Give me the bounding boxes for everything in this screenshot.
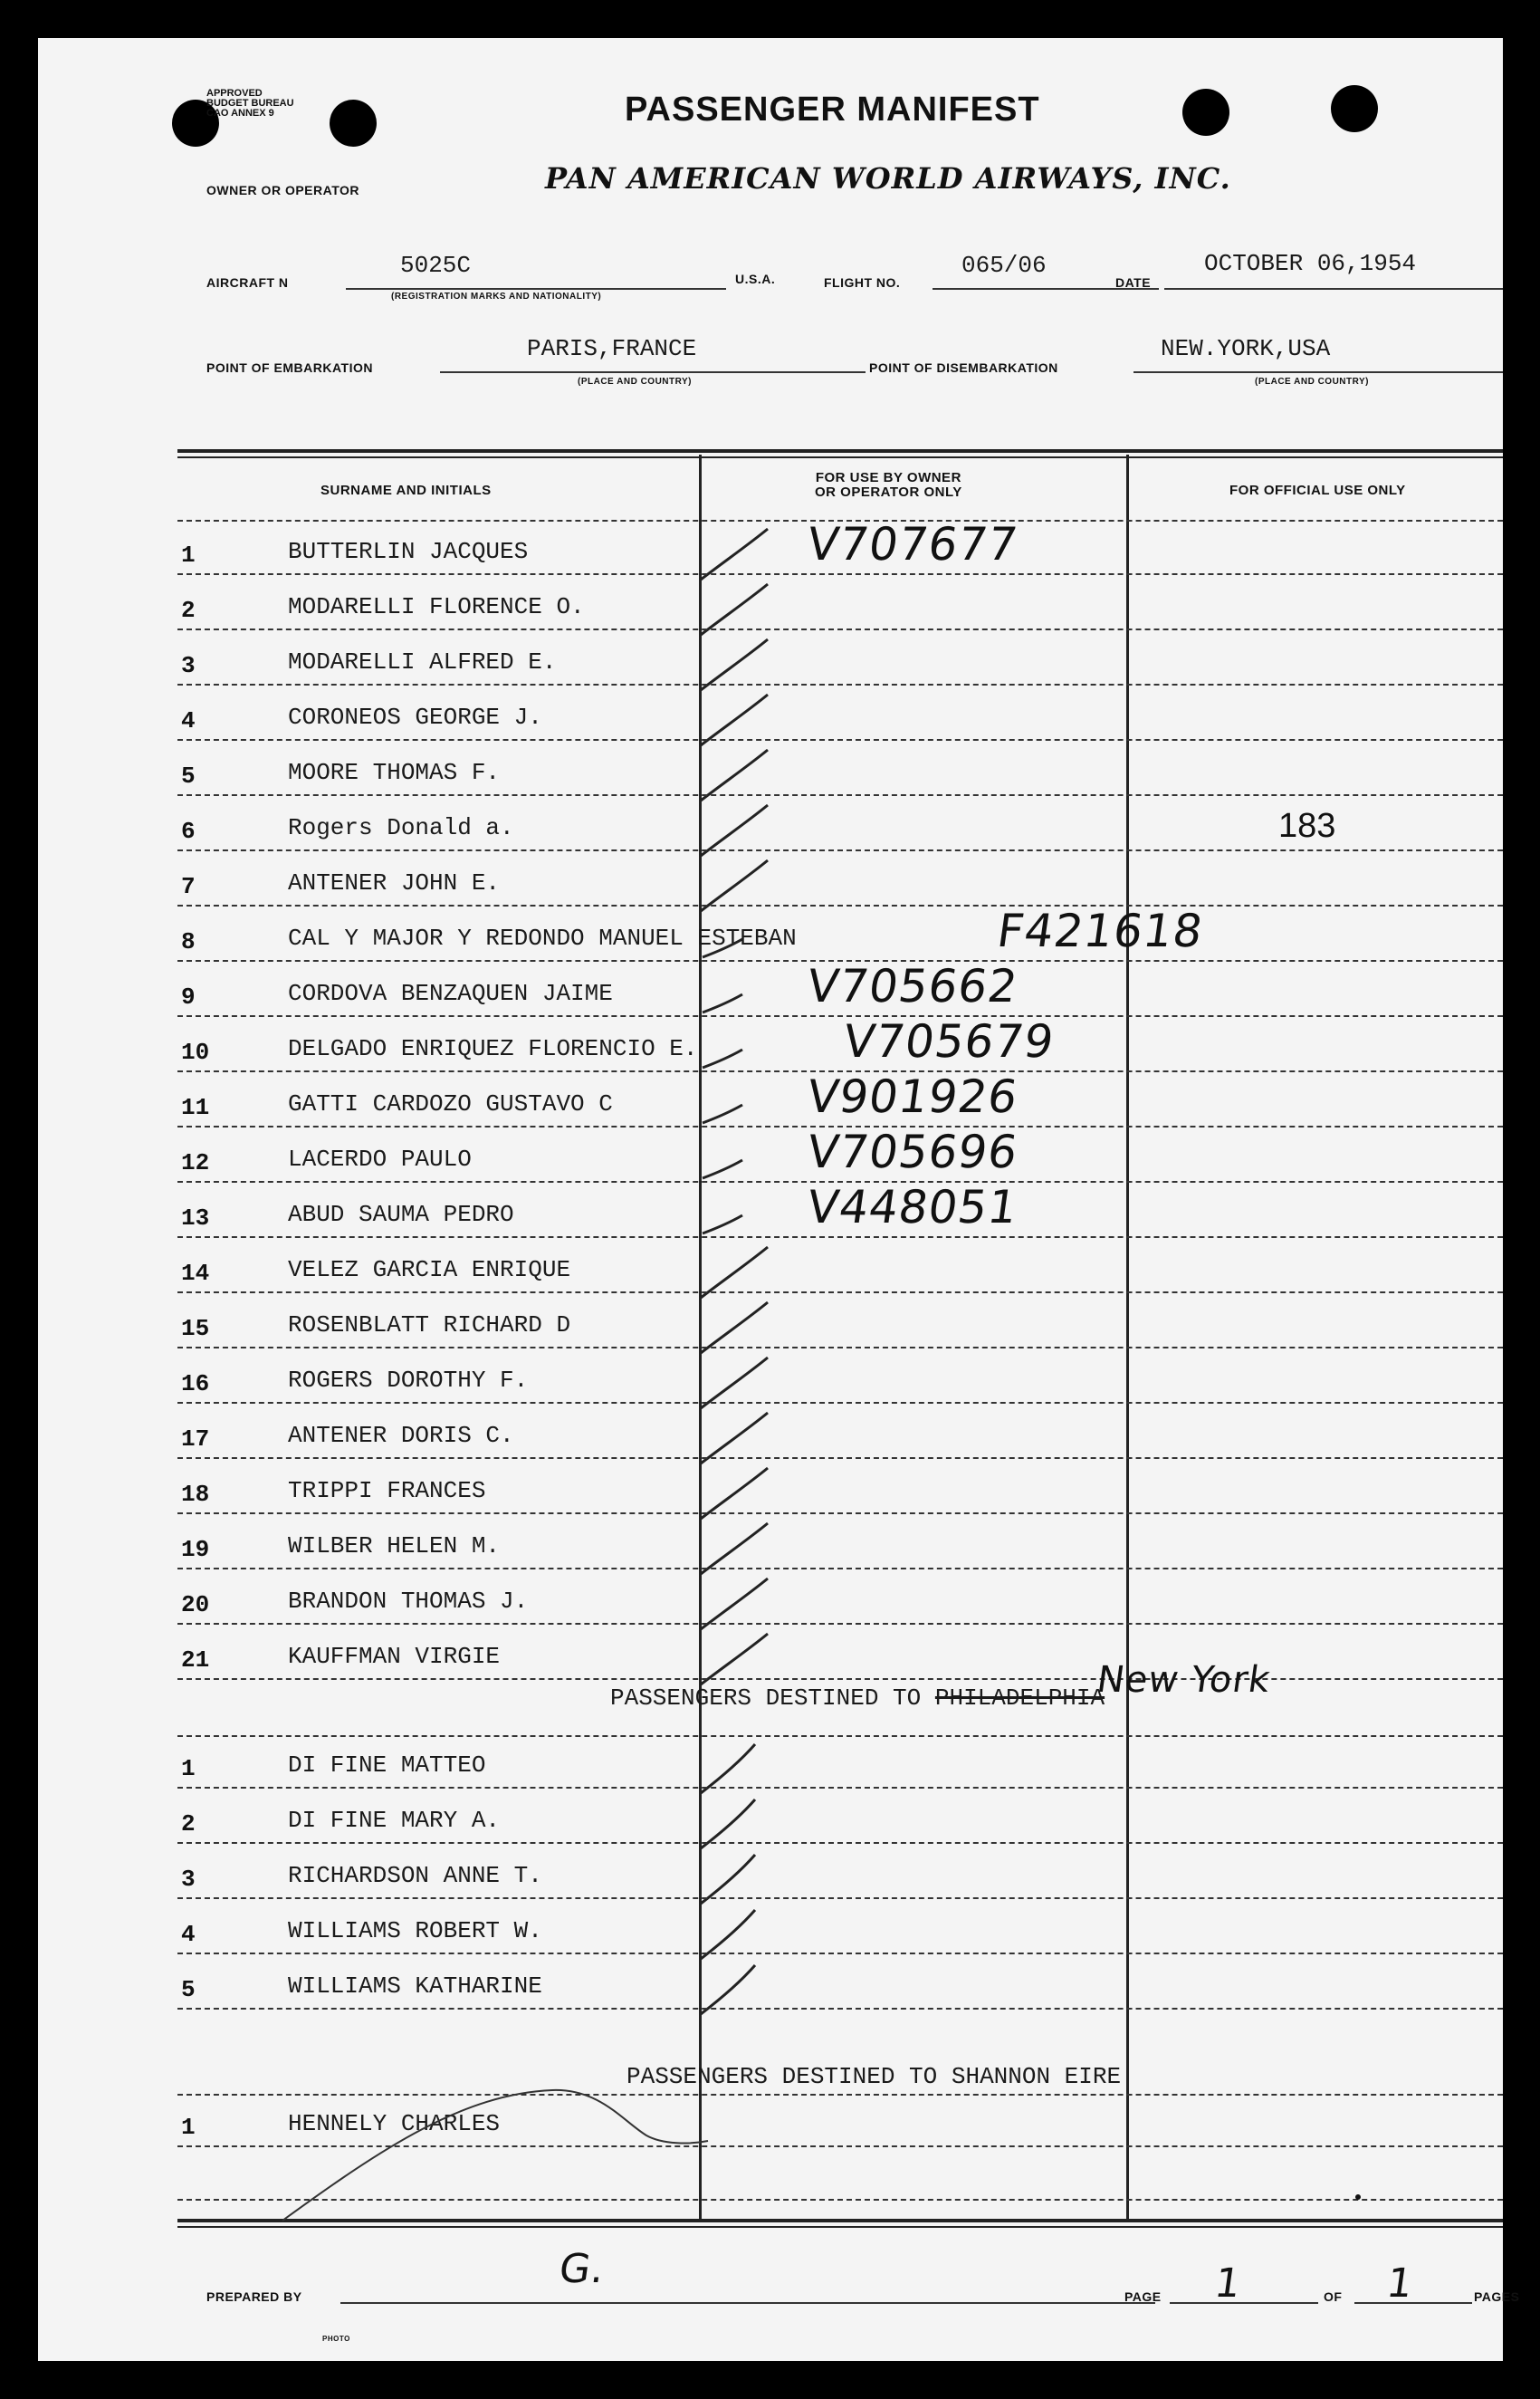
passenger-name: MOORE THOMAS F. [288,759,501,786]
passenger-name: RICHARDSON ANNE T. [288,1862,542,1889]
passenger-name: CORONEOS GEORGE J. [288,704,542,731]
passenger-name: TRIPPI FRANCES [288,1477,486,1504]
passenger-name: MODARELLI FLORENCE O. [288,593,585,620]
row-number: 5 [181,763,196,790]
passenger-name: HENNELY CHARLES [288,2110,501,2137]
row-number: 11 [181,1094,210,1121]
flight-value: 065/06 [961,252,1047,279]
row-number: 17 [181,1425,210,1453]
row-number: 21 [181,1646,210,1674]
date-value: OCTOBER 06,1954 [1204,250,1417,277]
passenger-name: BUTTERLIN JACQUES [288,538,529,565]
passenger-name: WILBER HELEN M. [288,1532,501,1559]
section-2-prefix: PASSENGERS DESTINED TO [610,1684,922,1712]
embark-label: POINT OF EMBARKATION [206,360,373,375]
page-number: 1 [1211,2260,1245,2307]
printer-mark: PHOTO [322,2335,350,2343]
row-number: 12 [181,1149,210,1176]
section-2-handwritten-destination: New York [1094,1659,1274,1701]
owner-ticket-number: V705662 [803,960,1022,1012]
approval-line-1: APPROVED [206,88,263,99]
official-column-header: FOR OFFICIAL USE ONLY [1229,483,1406,498]
row-number: 10 [181,1039,210,1066]
section-2-struck-destination: PHILADELPHIA [934,1684,1105,1712]
passenger-name: KAUFFMAN VIRGIE [288,1643,501,1670]
prepared-signature: G. [556,2246,608,2292]
owner-ticket-number: V901926 [803,1070,1022,1123]
official-stamp-number: 183 [1278,807,1336,845]
owner-ticket-number: V448051 [803,1181,1022,1233]
row-number: 3 [181,1866,196,1893]
row-number: 4 [181,707,196,734]
row-number: 13 [181,1204,210,1232]
row-number: 18 [181,1481,210,1508]
passenger-name: VELEZ GARCIA ENRIQUE [288,1256,571,1283]
airline-name: PAN AMERICAN WORLD AIRWAYS, INC. [545,161,1231,196]
row-number: 15 [181,1315,210,1342]
row-number: 7 [181,873,196,900]
manifest-sheet [38,38,1520,2361]
flight-label: FLIGHT NO. [824,275,901,290]
disembark-value: NEW.YORK,USA [1161,335,1331,362]
passenger-name: WILLIAMS KATHARINE [288,1972,542,2000]
row-number: 9 [181,984,196,1011]
page-title: PASSENGER MANIFEST [625,91,1040,129]
row-number: 2 [181,1810,196,1838]
passenger-name: ROGERS DOROTHY F. [288,1367,529,1394]
passenger-name: CAL Y MAJOR Y REDONDO MANUEL ESTEBAN [288,925,797,952]
passenger-name: GATTI CARDOZO GUSTAVO C [288,1090,613,1118]
passenger-name: DI FINE MATTEO [288,1751,486,1779]
passenger-name: LACERDO PAULO [288,1146,472,1173]
prepared-label: PREPARED BY [206,2289,302,2304]
disembark-place-note: (PLACE AND COUNTRY) [1255,377,1369,387]
owner-ticket-number: F421618 [993,905,1207,957]
pencil-stroke [38,38,1503,2361]
passenger-name: Rogers Donald a. [288,814,514,841]
row-number: 2 [181,597,196,624]
row-number: 1 [181,2114,196,2141]
of-label: OF [1324,2289,1343,2304]
surname-column-header: SURNAME AND INITIALS [320,483,492,498]
passenger-name: WILLIAMS ROBERT W. [288,1917,542,1944]
section-3-heading: PASSENGERS DESTINED TO SHANNON EIRE [627,2063,1122,2090]
passenger-name: BRANDON THOMAS J. [288,1588,529,1615]
row-number: 5 [181,1976,196,2003]
passenger-name: ABUD SAUMA PEDRO [288,1201,514,1228]
owner-ticket-number: V705679 [839,1015,1058,1068]
row-number: 3 [181,652,196,679]
passenger-name: CORDOVA BENZAQUEN JAIME [288,980,613,1007]
owner-column-header: FOR USE BY OWNER OR OPERATOR ONLY [815,470,962,500]
registration-note: (REGISTRATION MARKS AND NATIONALITY) [391,292,602,302]
row-number: 4 [181,1921,196,1948]
disembark-label: POINT OF DISEMBARKATION [869,360,1058,375]
passenger-name: ROSENBLATT RICHARD D [288,1311,571,1339]
row-number: 20 [181,1591,210,1618]
pages-label: PAGES [1474,2289,1520,2304]
owner-ticket-number: V707677 [803,518,1022,571]
passenger-name: DELGADO ENRIQUEZ FLORENCIO E. [288,1035,698,1062]
passenger-name: ANTENER JOHN E. [288,869,501,897]
owner-label: OWNER OR OPERATOR [206,183,359,197]
row-number: 14 [181,1260,210,1287]
owner-ticket-number: V705696 [803,1126,1022,1178]
approval-line-2: BUDGET BUREAU [206,98,294,109]
passenger-name: DI FINE MARY A. [288,1807,501,1834]
embark-place-note: (PLACE AND COUNTRY) [578,377,692,387]
total-pages: 1 [1383,2260,1417,2307]
row-number: 6 [181,818,196,845]
row-number: 8 [181,928,196,955]
aircraft-label: AIRCRAFT N [206,275,289,290]
date-label: DATE [1115,275,1152,290]
approval-line-3: CAO ANNEX 9 [206,108,274,119]
usa-label: U.S.A. [735,272,776,286]
passenger-name: ANTENER DORIS C. [288,1422,514,1449]
passenger-name: MODARELLI ALFRED E. [288,648,557,676]
aircraft-value: 5025C [400,252,472,279]
row-number: 1 [181,542,196,569]
row-number: 1 [181,1755,196,1782]
row-number: 16 [181,1370,210,1397]
row-number: 19 [181,1536,210,1563]
embark-value: PARIS,FRANCE [527,335,697,362]
page-label: PAGE [1124,2289,1162,2304]
